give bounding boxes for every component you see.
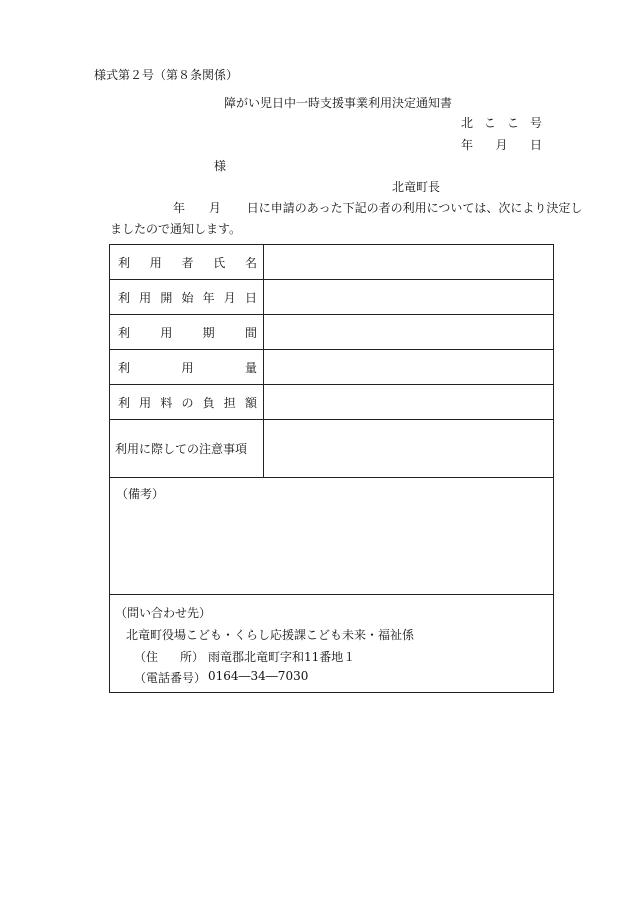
- label-char: 名: [244, 255, 257, 270]
- label-char: 利: [118, 360, 131, 375]
- remarks-field[interactable]: [110, 478, 554, 595]
- address-label-part: 所）: [180, 650, 205, 664]
- start-date-field[interactable]: [264, 280, 554, 315]
- label-char: 月: [223, 290, 236, 305]
- body-text-line2: ましたので通知します。: [110, 222, 242, 236]
- contact-phone: 0164―34―7030: [208, 669, 309, 683]
- doc-number-part: 北: [461, 116, 474, 130]
- contact-row: [110, 595, 554, 693]
- label-char: 期: [202, 325, 215, 340]
- label-char: 利: [118, 325, 131, 340]
- doc-number-part: こ: [483, 116, 496, 130]
- label-char: 利: [118, 255, 131, 270]
- table-row: [110, 350, 554, 385]
- row-label: [110, 350, 264, 385]
- label-char: 用: [139, 290, 152, 305]
- document-date: [461, 138, 542, 152]
- user-name-field[interactable]: [264, 245, 554, 280]
- table-row: [110, 420, 554, 478]
- label-char: 日: [244, 290, 257, 305]
- address-label-part: （住: [134, 650, 159, 664]
- body-year: 年: [173, 201, 186, 215]
- body-month: 月: [208, 201, 221, 215]
- label-char: 利: [118, 395, 131, 410]
- label-char: 用: [181, 360, 194, 375]
- label-char: 用: [149, 255, 162, 270]
- label-char: 負: [202, 395, 215, 410]
- contact-address: 雨竜郡北竜町字和11番地１: [208, 650, 356, 664]
- row-label: [110, 280, 264, 315]
- doc-number-part: 号: [529, 116, 542, 130]
- row-label: [110, 315, 264, 350]
- label-char: 量: [244, 360, 257, 375]
- label-char: 者: [181, 255, 194, 270]
- body-text-line1: [173, 201, 582, 215]
- label-char: 年: [202, 290, 215, 305]
- contact-phone-label: （電話番号）: [134, 671, 207, 685]
- date-year: 年: [461, 138, 474, 152]
- remarks-label: （備考）: [116, 487, 165, 501]
- usage-amount-field[interactable]: [264, 350, 554, 385]
- label-char: の: [181, 395, 194, 410]
- label-char: 間: [244, 325, 257, 340]
- doc-number-part: こ: [506, 116, 519, 130]
- date-day: 日: [529, 138, 542, 152]
- document-title: 障がい児日中一時支援事業利用決定通知書: [224, 96, 453, 110]
- sender-name: 北竜町長: [392, 180, 441, 194]
- decision-table: [109, 244, 554, 693]
- label-char: 氏: [213, 255, 226, 270]
- label-text: 利用に際しての注意事項: [115, 442, 248, 456]
- usage-period-field[interactable]: [264, 315, 554, 350]
- table-row: [110, 315, 554, 350]
- contact-heading: （問い合わせ先）: [115, 606, 212, 620]
- body-day-text: 日に申請のあった下記の者の利用については、次により決定し: [246, 201, 583, 215]
- fee-burden-field[interactable]: [264, 385, 554, 420]
- table-row: [110, 385, 554, 420]
- contact-section: [110, 595, 554, 693]
- form-reference: 様式第２号（第８条関係）: [94, 68, 239, 82]
- addressee-suffix: 様: [214, 159, 227, 173]
- row-label: [110, 385, 264, 420]
- label-char: 用: [160, 325, 173, 340]
- remarks-row: [110, 478, 554, 595]
- table-row: [110, 280, 554, 315]
- label-char: 額: [244, 395, 257, 410]
- row-label: [110, 420, 264, 478]
- label-char: 料: [160, 395, 173, 410]
- contact-address-label: [134, 648, 204, 665]
- label-char: 開: [160, 290, 173, 305]
- label-char: 始: [181, 290, 194, 305]
- label-char: 担: [223, 395, 236, 410]
- row-label: [110, 245, 264, 280]
- document-number: [461, 116, 542, 130]
- label-char: 利: [118, 290, 131, 305]
- usage-notes-field[interactable]: [264, 420, 554, 478]
- contact-department: 北竜町役場こども・くらし応援課こども未来・福祉係: [126, 628, 415, 642]
- table-row: [110, 245, 554, 280]
- label-char: 用: [139, 395, 152, 410]
- date-month: 月: [495, 138, 508, 152]
